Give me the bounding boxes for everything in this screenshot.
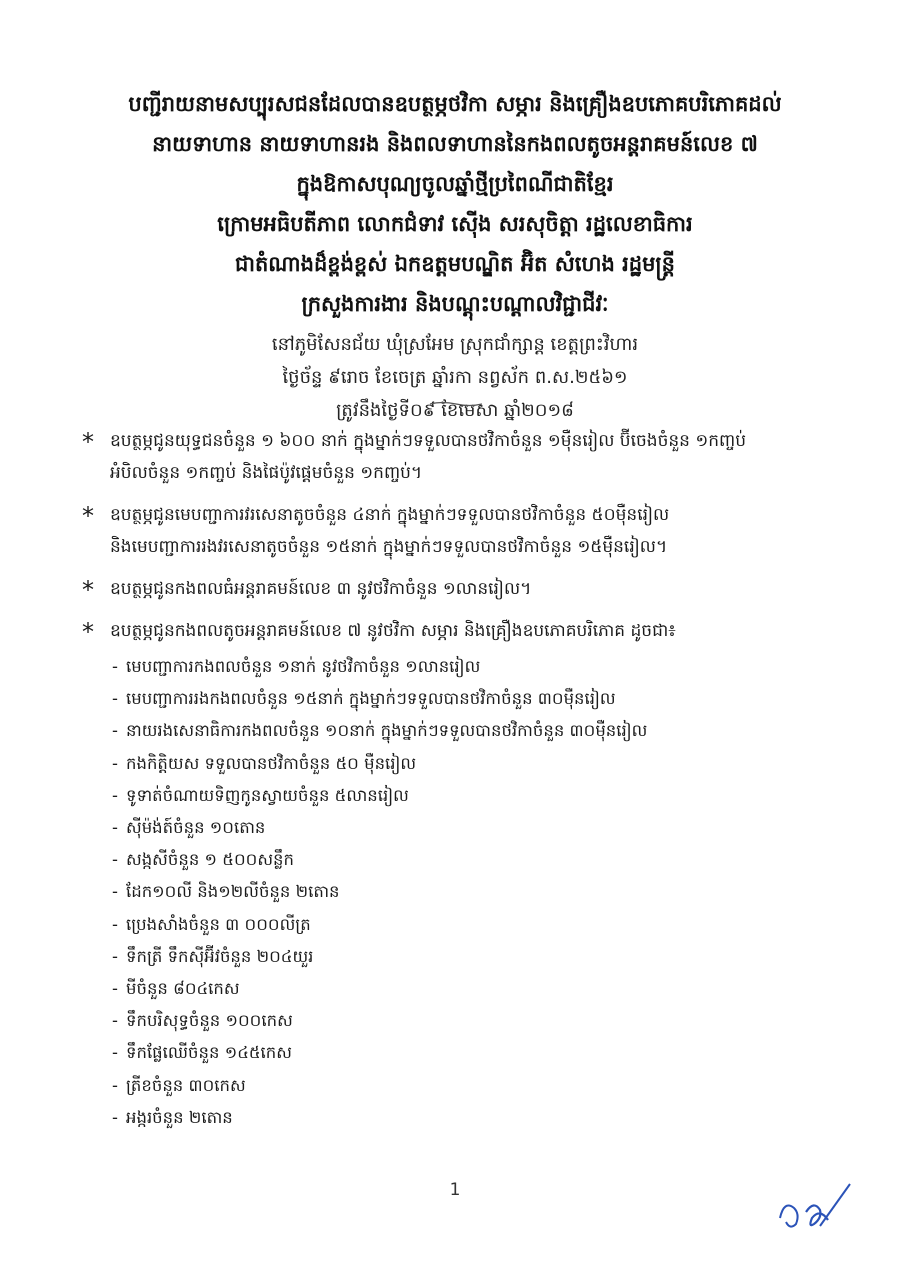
title-line-4: ក្រោមអធិបតីភាព លោកជំទាវ ស៊ើង សរសុចិត្តា រដ្ឋលេខាធិការ <box>217 212 693 236</box>
title-line-1: បញ្ជីរាយនាមសប្បុរសជនដែលបានឧបត្ថម្ភថវិកា សម្ភារ និងគ្រឿងឧបភោគបរិភោគដល់ <box>128 92 782 116</box>
list-item <box>80 573 870 605</box>
sub-item <box>112 1037 870 1069</box>
sub-item-text: នាយរងសេនាធិការកងពលចំនួន ១០នាក់ ក្នុងម្នាក់ៗទទួលបានថវិកាចំនួន ៣០ម៉ឺនរៀល <box>126 721 648 741</box>
sub-item-text: ទឹកបរិសុទ្ធចំនួន ១០០កេស <box>126 1011 293 1031</box>
sub-item-text: ប្រេងសាំងចំនួន ៣ ០០០លីត្រ <box>126 914 311 934</box>
sub-item-text: មេបញ្ជាការរងកងពលចំនួន ១៥នាក់ ក្នុងម្នាក់ៗទទួលបានថវិកាចំនួន ៣០ម៉ឺនរៀល <box>126 689 616 709</box>
dash-icon: - <box>112 979 118 999</box>
dash-icon: - <box>112 914 118 934</box>
bullet-star-icon: * <box>82 618 94 646</box>
title-line-6: ក្រសួងការងារ និងបណ្តុះបណ្តាលវិជ្ជាជីវៈ <box>301 292 609 316</box>
sub-item-text: ដែក១០លី និង១២លីចំនួន ២តោន <box>126 882 340 902</box>
sub-item <box>112 748 870 780</box>
sub-item-text: ត្រីខចំនួន ៣០កេស <box>126 1075 246 1095</box>
dash-icon: - <box>112 785 118 805</box>
bullet-star-icon: * <box>82 502 94 530</box>
dash-icon: - <box>112 882 118 902</box>
sub-item <box>112 780 870 812</box>
dash-icon: - <box>112 946 118 966</box>
dash-icon: - <box>112 1011 118 1031</box>
sub-item <box>112 651 870 683</box>
sub-item-text: ទឹកត្រី ទឹកស៊ីអ៊ីវចំនួន ២០៤យួរ <box>126 946 314 966</box>
sub-item <box>112 909 870 941</box>
bullet-star-icon: * <box>82 576 94 604</box>
lunar-date-line: ថ្ងៃច័ន្ទ ៩រោច ខែចេត្រ ឆ្នាំរកា នព្វស័ក ព.ស.២៥៦១ <box>282 367 628 388</box>
sub-item-text: មេបញ្ជាការកងពលចំនួន ១នាក់ នូវថវិកាចំនួន ១លានរៀល <box>126 657 481 676</box>
sub-item-text: ទឹកផ្លែឈើចំនួន ១៤៥កេស <box>126 1043 292 1063</box>
item-text: ឧបត្ថម្ភជូនយុទ្ធជនចំនួន ១ ៦០០ នាក់ ក្នុងម្នាក់ៗទទួលបានថវិកាចំនួន ១ម៉ឺនរៀល ប៊ីចេងចំនួន ១កញ្ចប់ <box>110 431 746 451</box>
signature-mark <box>770 1178 856 1238</box>
list-item <box>80 499 870 563</box>
sub-item <box>112 973 870 1005</box>
ornament-divider <box>428 401 484 407</box>
sub-item-text: ទូទាត់ចំណាយទិញកូនស្វាយចំនួន ៥លានរៀល <box>126 785 409 805</box>
sub-item <box>112 1070 870 1102</box>
title-line-5: ជាតំណាងដ៏ខ្ពង់ខ្ពស់ ឯកឧត្តមបណ្ឌិត អ៊ិត សំហេង រដ្ឋមន្ត្រី <box>234 252 675 276</box>
sub-item <box>112 715 870 747</box>
dash-icon: - <box>112 753 118 773</box>
dash-icon: - <box>112 1075 118 1095</box>
title-line-2: នាយទាហាន នាយទាហានរង និងពលទាហាននៃកងពលតូចអន្តរាគមន៍លេខ ៧ <box>152 132 758 156</box>
sub-item-text: មីចំនួន ៨០៤កេស <box>126 979 240 999</box>
bullet-star-icon: * <box>82 428 94 456</box>
title-line-3: ក្នុងឱកាសបុណ្យចូលឆ្នាំថ្មីប្រពៃណីជាតិខ្មែរ <box>296 172 614 196</box>
donation-list <box>80 425 870 1134</box>
dash-icon: - <box>112 657 118 676</box>
sub-item <box>112 812 870 844</box>
sub-item <box>112 1005 870 1037</box>
list-item <box>80 425 870 489</box>
item-text: និងមេបញ្ជាការរងវរសេនាតូចចំនួន ១៥នាក់ ក្នុងម្នាក់ៗទទួលបានថវិកាចំនួន ១៥ម៉ឺនរៀល។ <box>110 537 668 557</box>
document-header <box>70 84 840 427</box>
dash-icon: - <box>112 1107 118 1127</box>
sub-item-text: ស៊ីម៉ង់ត៍ចំនួន ១០តោន <box>126 818 266 838</box>
page-number: 1 <box>449 1180 461 1200</box>
item-text: ឧបត្ថម្ភជូនកងពលតូចអន្តរាគមន៍លេខ ៧ នូវថវិកា សម្ភារ និងគ្រឿងឧបភោគបរិភោគ ដូចជា៖ <box>110 621 676 641</box>
sub-item <box>112 844 870 876</box>
dash-icon: - <box>112 850 118 870</box>
sub-item-text: សង្កសីចំនួន ១ ៥០០សន្លឹក <box>126 850 294 870</box>
dash-icon: - <box>112 689 118 709</box>
dash-icon: - <box>112 818 118 838</box>
sub-item <box>112 683 870 715</box>
location-line: នៅភូមិសែនជ័យ ឃុំស្រអែម ស្រុកជាំក្សាន្ត ខេត្តព្រះវិហារ <box>271 334 639 355</box>
sub-item <box>112 941 870 973</box>
dash-icon: - <box>112 721 118 741</box>
sub-item-list <box>112 651 870 1134</box>
dash-icon: - <box>112 1043 118 1063</box>
item-text: អំបិលចំនួន ១កញ្ចប់ និងផៃប៉ូវផ្ដេមចំនួន ១កញ្ចប់។ <box>110 463 423 483</box>
item-text: ឧបត្ថម្ភជូនកងពលធំអន្តរាគមន៍លេខ ៣ នូវថវិកាចំនួន ១លានរៀល។ <box>110 579 532 599</box>
sub-item-text: កងកិត្តិយស ទទួលបានថវិកាចំនួន ៥០ ម៉ឺនរៀល <box>126 753 417 773</box>
sub-item <box>112 876 870 908</box>
list-item <box>80 615 870 647</box>
item-text: ឧបត្ថម្ភជូនមេបញ្ជាការវរសេនាតូចចំនួន ៤នាក់ ក្នុងម្នាក់ៗទទួលបានថវិកាចំនួន ៥០ម៉ឺនរៀល <box>110 505 670 525</box>
gregorian-date-line: ត្រូវនឹងថ្ងៃទី០៩ ខែមេសា ឆ្នាំ២០១៨ <box>336 400 574 421</box>
sub-item-text: អង្ករចំនួន ២តោន <box>126 1107 233 1127</box>
sub-item <box>112 1102 870 1134</box>
